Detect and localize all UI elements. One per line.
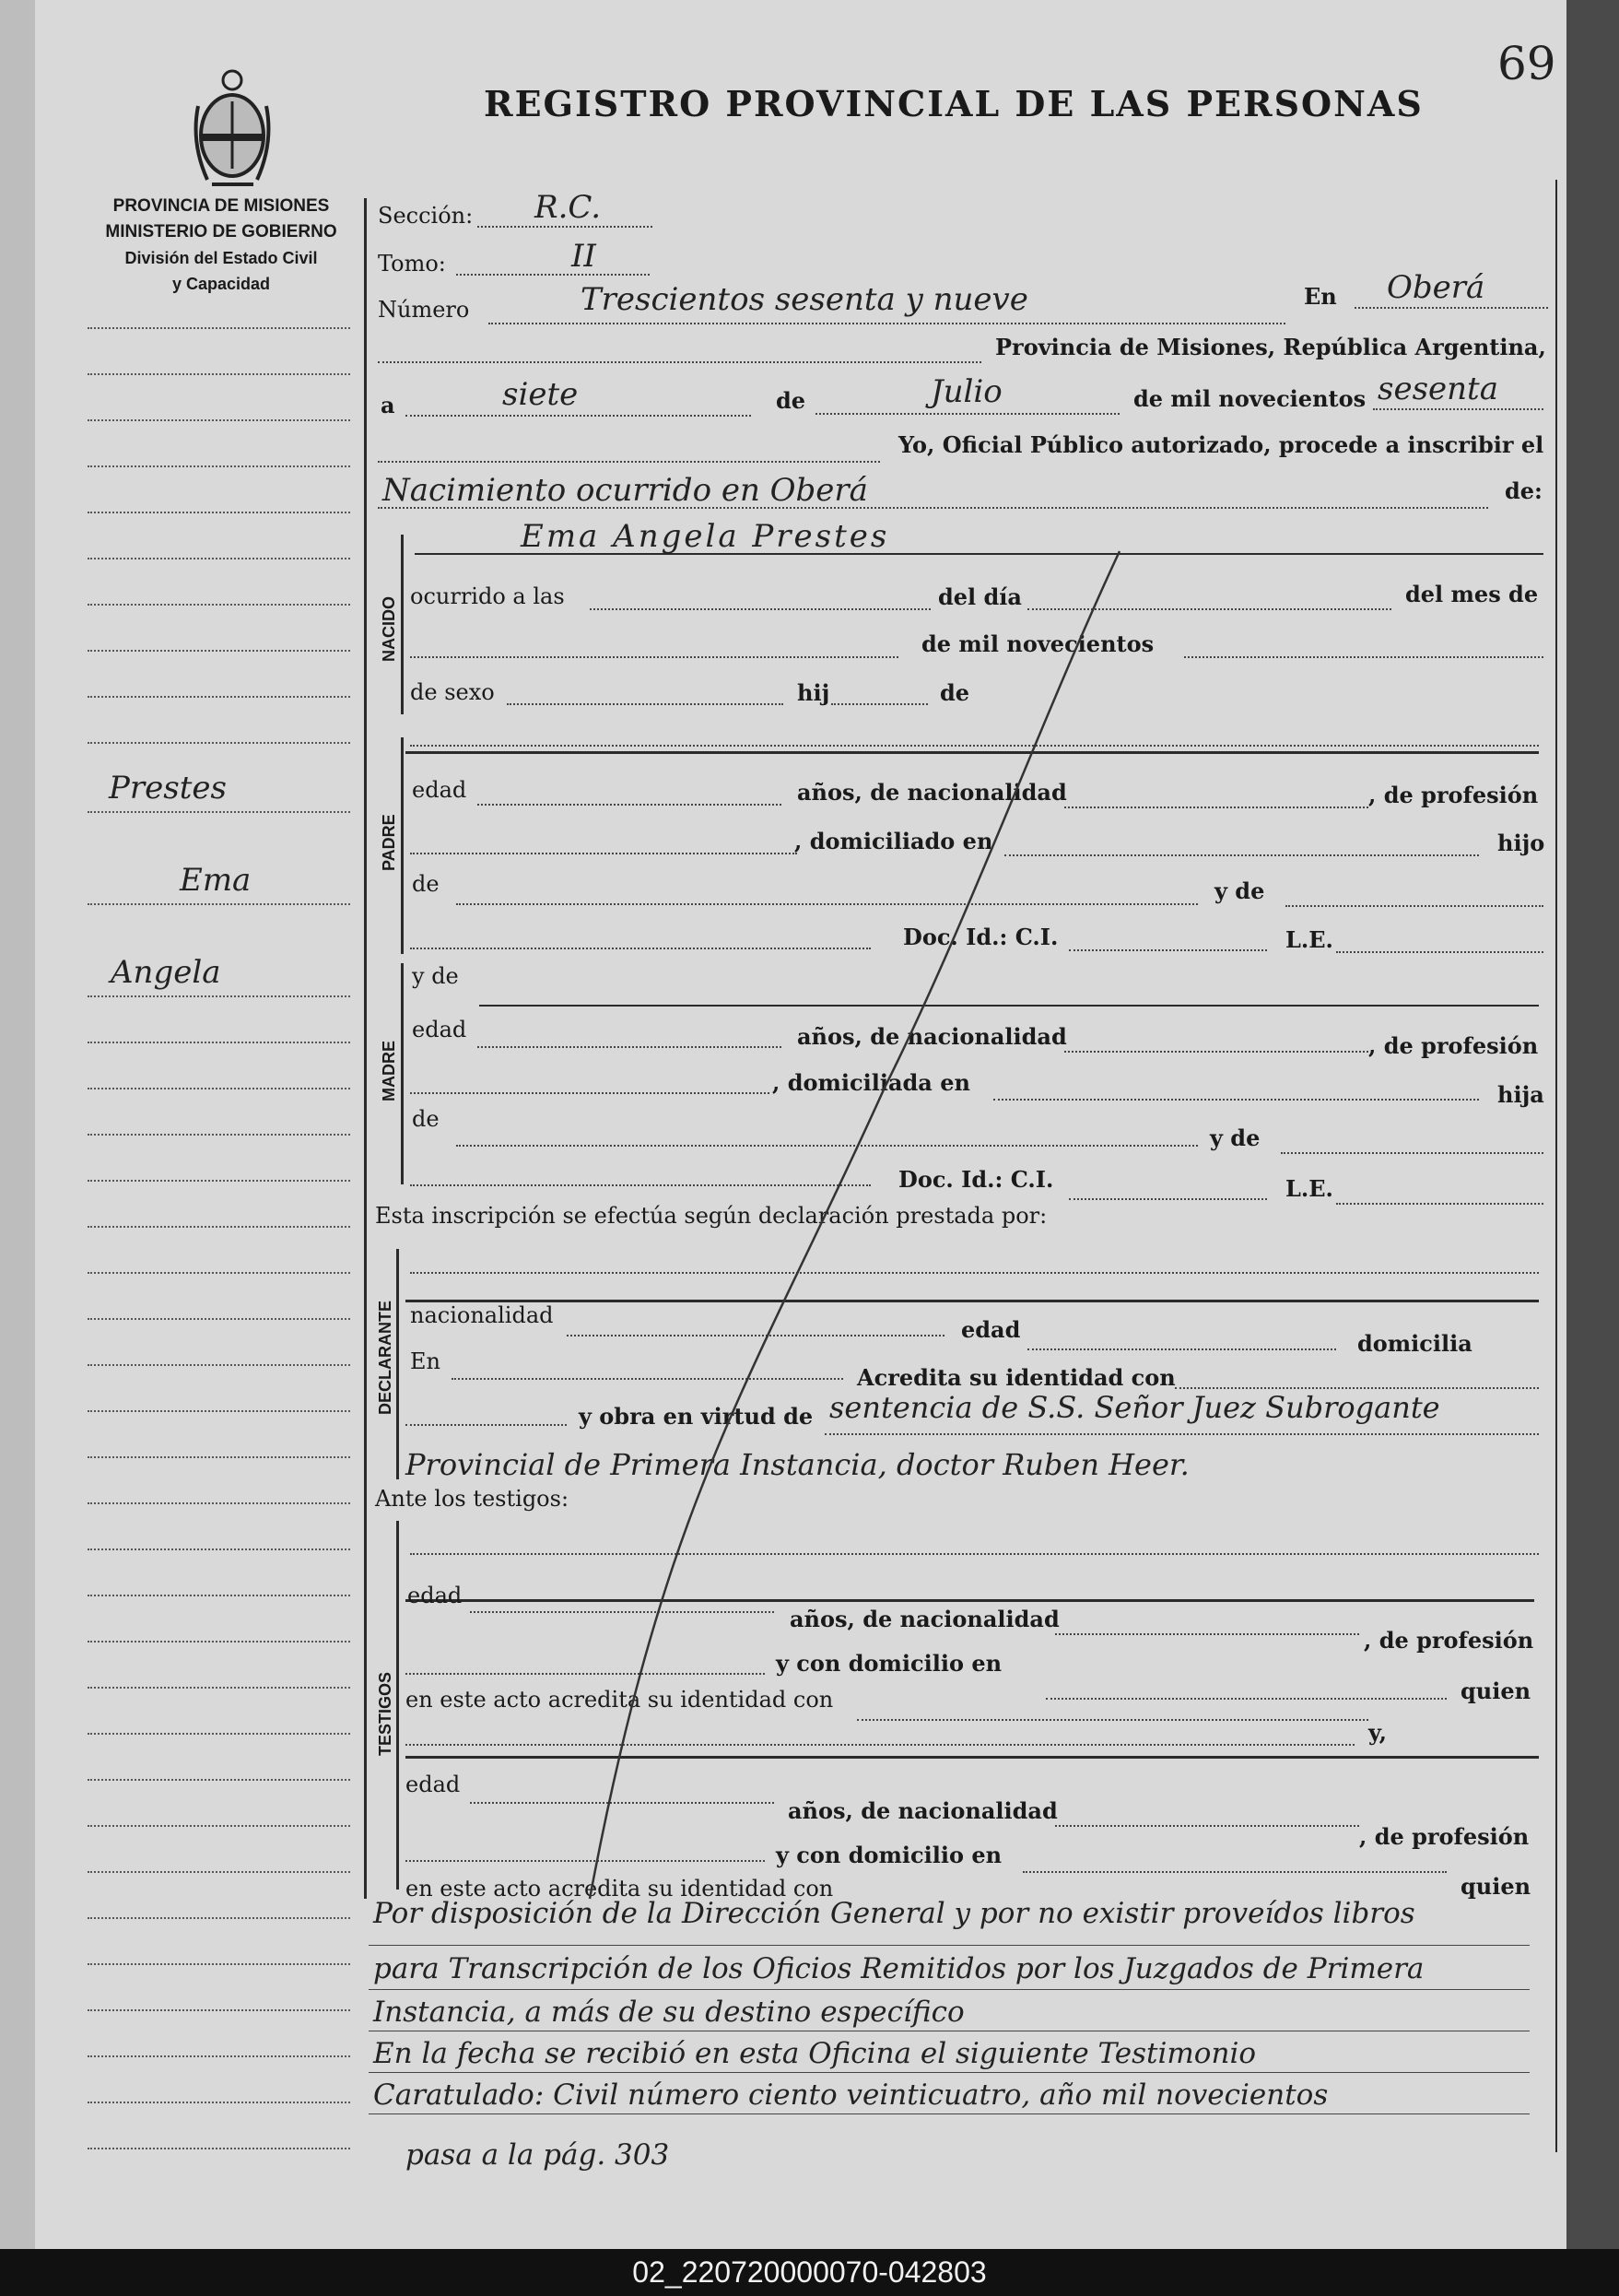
label-t1-edad: edad xyxy=(407,1583,463,1608)
label-obra: y obra en virtud de xyxy=(579,1403,814,1430)
label-padre-de: de xyxy=(412,871,440,897)
issuer-line-2: MINISTERIO DE GOBIERNO xyxy=(105,222,337,241)
side-label-testigos: TESTIGOS xyxy=(376,1671,394,1756)
label-yo: Yo, Oficial Público autorizado, procede a inscribir el xyxy=(898,431,1544,458)
label-domiciliado: , domiciliado en xyxy=(794,828,993,854)
label-a: a xyxy=(381,392,395,418)
label-madre-y-de: y de xyxy=(412,963,459,989)
filled-en: Oberá xyxy=(1387,269,1485,306)
note-line-2: para Transcripción de los Oficios Remitidos por los Juzgados de Primera xyxy=(373,1952,1425,1985)
label-domicilia: domicilia xyxy=(1357,1330,1472,1357)
label-de: de xyxy=(776,387,806,414)
label-padre-le: L.E. xyxy=(1285,926,1333,953)
label-hij: hij xyxy=(797,679,830,706)
filled-mes: Julio xyxy=(931,373,1003,410)
filled-anio: sesenta xyxy=(1378,371,1498,407)
label-t2-domicilio: y con domicilio en xyxy=(776,1842,1003,1868)
label-padre-profesion: , de profesión xyxy=(1368,782,1539,808)
filled-obra-2: Provincial de Primera Instancia, doctor Ruben Heer. xyxy=(405,1447,1190,1482)
side-label-padre: PADRE xyxy=(380,814,398,871)
label-nacionalidad: nacionalidad xyxy=(410,1302,554,1328)
label-t2-acredita: en este acto acredita su identidad con xyxy=(405,1876,834,1902)
issuer-line-1: PROVINCIA DE MISIONES xyxy=(112,196,330,216)
label-y-comma: y, xyxy=(1368,1719,1388,1746)
label-t2-edad: edad xyxy=(405,1772,461,1797)
side-label-madre: MADRE xyxy=(380,1041,398,1101)
label-de-mil: de mil novecientos xyxy=(1133,385,1367,412)
label-tomo: Tomo: xyxy=(378,251,446,277)
label-de-colon: de: xyxy=(1505,477,1543,504)
side-label-nacido: NACIDO xyxy=(380,596,398,662)
label-t1-acredita: en este acto acredita su identidad con xyxy=(405,1687,834,1713)
side-label-declarante: DECLARANTE xyxy=(376,1301,394,1415)
filled-nombre: Ema Angela Prestes xyxy=(521,518,890,555)
note-pasa: pasa a la pág. 303 xyxy=(405,2138,670,2172)
label-t1-quien: quien xyxy=(1461,1678,1531,1704)
label-edad-dec: edad xyxy=(961,1316,1021,1343)
label-t2-quien: quien xyxy=(1461,1873,1531,1900)
label-madre-anos-nac: años, de nacionalidad xyxy=(797,1023,1067,1050)
filled-seccion: R.C. xyxy=(534,189,602,226)
label-padre-y-de: y de xyxy=(1214,877,1265,904)
issuer-line-3: División del Estado Civil xyxy=(124,249,318,267)
label-del-dia: del día xyxy=(938,583,1022,610)
margin-first-name: Ema xyxy=(180,862,252,899)
label-t1-anos: años, de nacionalidad xyxy=(790,1606,1060,1632)
label-acredita: Acredita su identidad con xyxy=(857,1364,1176,1391)
filled-hecho: Nacimiento ocurrido en Oberá xyxy=(382,472,868,509)
label-madre-profesion: , de profesión xyxy=(1368,1032,1539,1059)
label-numero: Número xyxy=(378,297,470,323)
label-madre-edad: edad xyxy=(412,1017,467,1042)
label-en: En xyxy=(1304,283,1337,310)
label-hijo: hijo xyxy=(1497,830,1545,856)
label-padre-doc: Doc. Id.: C.I. xyxy=(903,924,1059,950)
filled-tomo: II xyxy=(571,238,596,275)
note-line-4: En la fecha se recibió en esta Oficina el siguiente Testimonio xyxy=(373,2037,1257,2070)
label-t1-domicilio: y con domicilio en xyxy=(776,1650,1003,1677)
issuer-line-4: y Capacidad xyxy=(171,275,271,293)
note-line-1: Por disposición de la Dirección General y por no existir proveídos libros xyxy=(373,1897,1415,1930)
note-line-5: Caratulado: Civil número ciento veinticuatro, año mil novecientos xyxy=(373,2078,1329,2112)
filled-dia: siete xyxy=(502,376,579,413)
document-title: REGISTRO PROVINCIAL DE LAS PERSONAS xyxy=(484,83,1424,124)
page-number: 69 xyxy=(1497,37,1556,90)
label-madre-le: L.E. xyxy=(1285,1175,1333,1202)
label-inscripcion: Esta inscripción se efectúa según declaración prestada por: xyxy=(375,1203,1048,1229)
label-seccion: Sección: xyxy=(378,203,474,229)
label-padre-edad: edad xyxy=(412,777,467,803)
label-madre-doc: Doc. Id.: C.I. xyxy=(898,1166,1054,1193)
label-madre-de: de xyxy=(412,1106,440,1132)
label-del-mes: del mes de xyxy=(1405,581,1539,607)
label-de-mil-2: de mil novecientos xyxy=(921,630,1155,657)
label-provincia: Provincia de Misiones, República Argentina, xyxy=(995,334,1546,360)
label-t2-profesion: , de profesión xyxy=(1359,1823,1530,1850)
footer-id: 02_220720000070-042803 xyxy=(0,2249,1619,2296)
label-t2-anos: años, de nacionalidad xyxy=(788,1797,1058,1824)
margin-second-name: Angela xyxy=(111,954,221,991)
label-padre-anos-nac: años, de nacionalidad xyxy=(797,779,1067,806)
label-madre-y-de-2: y de xyxy=(1210,1124,1261,1151)
label-hija: hija xyxy=(1497,1081,1544,1108)
label-de-sexo: de sexo xyxy=(410,679,495,705)
label-de-2: de xyxy=(940,679,970,706)
margin-surname: Prestes xyxy=(109,770,227,807)
label-t1-profesion: , de profesión xyxy=(1364,1627,1534,1654)
label-domiciliada: , domiciliada en xyxy=(772,1069,970,1096)
filled-obra-1: sentencia de S.S. Señor Juez Subrogante xyxy=(829,1390,1440,1425)
filled-numero: Trescientos sesenta y nueve xyxy=(581,281,1028,318)
note-line-3: Instancia, a más de su destino específico xyxy=(373,1996,965,2029)
label-ocurrido: ocurrido a las xyxy=(410,583,565,609)
label-ante: Ante los testigos: xyxy=(375,1486,569,1512)
label-en-dec: En xyxy=(410,1348,440,1374)
